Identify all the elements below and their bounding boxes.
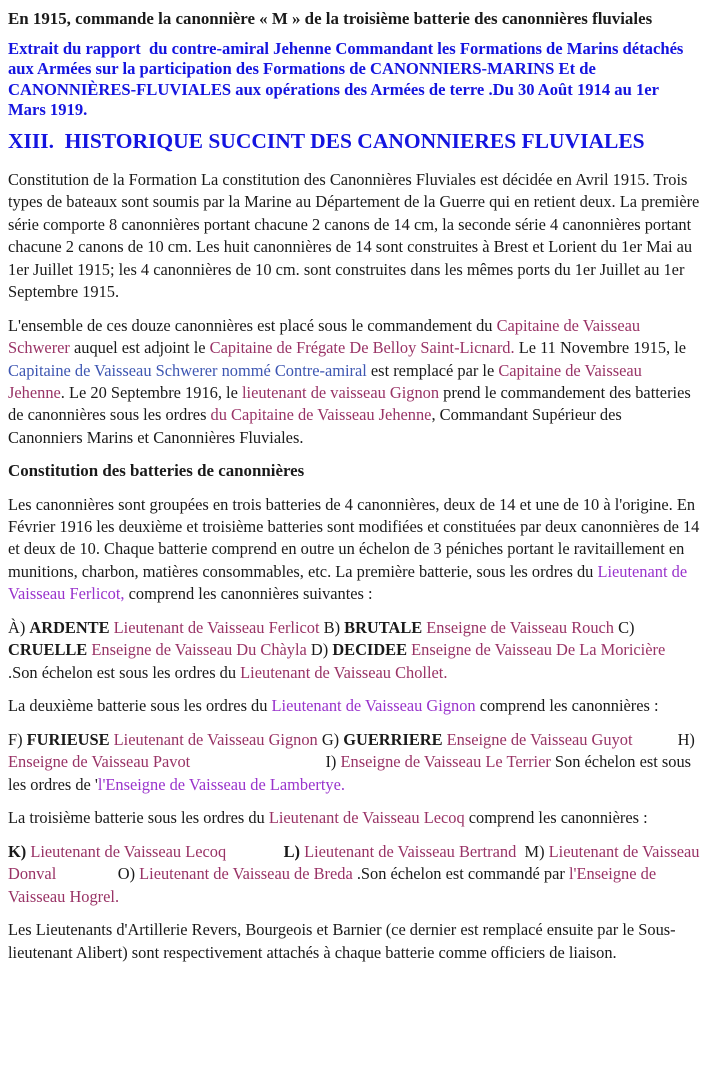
third-battery-intro xyxy=(8,807,700,829)
link-lv-ferlicot-purple[interactable]: Lieutenant de Vaisseau Ferlicot, xyxy=(8,561,691,604)
link-capitaine-schwerer[interactable]: Capitaine de Vaisseau Schwerer xyxy=(8,315,645,358)
text-run: En 1915, commande la canonnière « M » de la troisième batterie des canonnières fluviales xyxy=(8,9,653,28)
link-ev-de-la-moriciere[interactable]: Enseigne de Vaisseau De La Moricière xyxy=(411,640,666,660)
text-run: Les canonnières sont groupées en trois batteries de 4 canonnières, deux de 14 et une de 10 à l'origine. En Février 1916 les deuxième et troisième batteries sont modifiées et constituées par deux canonnières de 14 et deux de 10. Chaque batterie comprend en outre un échelon de 3 péniches portant le ravitaillement en munitions, charbon, matières consommables, etc. La première batterie, sous les ordres du xyxy=(8,494,704,581)
first-battery-list xyxy=(8,617,700,684)
text-run: O) xyxy=(56,864,140,884)
text-run: G) xyxy=(317,729,344,749)
text-run: La troisième batterie sous les ordres du xyxy=(8,808,269,828)
ship-name-guerriere: GUERRIERE xyxy=(343,729,443,749)
text-run: comprend les canonnières : xyxy=(475,696,659,716)
text-run: Les Lieutenants d'Artillerie Revers, Bourgeois et Barnier (ce dernier est remplacé ensuite par le Sous-lieutenant Alibert) sont respectivement attachés à chaque batterie comme officiers de liaison. xyxy=(8,920,676,962)
second-battery-intro xyxy=(8,695,700,717)
link-du-capitaine-jehenne[interactable]: du Capitaine de Vaisseau Jehenne xyxy=(210,405,432,425)
link-capitaine-jehenne[interactable]: Capitaine de Vaisseau Jehenne xyxy=(8,360,646,402)
text-run: B) xyxy=(319,617,345,637)
text-run: auquel est adjoint le xyxy=(69,338,210,358)
text-run: Son échelon est sous les ordres de ' xyxy=(8,752,696,794)
text-run: M) xyxy=(516,841,549,861)
text-run: À) xyxy=(8,617,30,637)
text-run: est remplacé par le xyxy=(366,360,499,380)
link-lv-lecoq-intro[interactable]: Lieutenant de Vaisseau Lecoq xyxy=(268,808,465,828)
text-run: , Commandant Supérieur des Canonniers Marins et Canonnières Fluviales. xyxy=(8,405,626,447)
link-lv-ferlicot[interactable]: Lieutenant de Vaisseau Ferlicot xyxy=(113,617,320,637)
report-extract xyxy=(8,39,700,120)
link-lv-gignon-2[interactable]: Lieutenant de Vaisseau Gignon xyxy=(113,729,318,749)
text-run: Constitution de la Formation La constitution des Canonnières Fluviales est décidée en Avril 1915. Trois types de bateaux sont soumis par la Marine au Département de la Guerre qui en retient deux. La première série comporte 8 canonnières portant chacune 2 canons de 14 cm, la seconde série 4 canonnières portant chacune 2 canons de 10 cm. Les huit canonnières de 14 sont construites à Brest et Lorient du 1er Mai au 1er Juillet 1915; les 4 canonnières de 10 cm. sont construites dans les mêmes ports du 1er Juillet au 1er Septembre 1915. xyxy=(8,169,704,302)
text-run: comprend les canonnières suivantes : xyxy=(124,584,373,604)
text-run: Extrait du rapport du contre-amiral Jehenne Commandant les Formations de Marins détachés aux Armées sur la participation des Formations de CANONNIERS-MARINS Et de CANONNIÈRES-FLUVIALES aux opérations des Armées de terre .Du 30 Août 1914 au 1er Mars 1919. xyxy=(8,39,688,119)
link-ev-du-chayla[interactable]: Enseigne de Vaisseau Du Chàyla xyxy=(91,640,307,660)
link-ev-rouch[interactable]: Enseigne de Vaisseau Rouch xyxy=(426,617,614,637)
text-run: F) xyxy=(8,729,27,749)
link-schwerer-contre-amiral[interactable]: Capitaine de Vaisseau Schwerer nommé Contre-amiral xyxy=(8,360,367,380)
command-history-paragraph xyxy=(8,315,700,450)
link-lv-lecoq[interactable]: Lieutenant de Vaisseau Lecoq xyxy=(30,841,227,861)
text-run: L'ensemble de ces douze canonnières est placé sous le commandement du xyxy=(8,315,497,335)
formation-constitution-paragraph xyxy=(8,169,704,304)
text-run: La deuxième batterie sous les ordres du xyxy=(8,696,272,716)
link-belloy-saint-licnard[interactable]: Capitaine de Frégate De Belloy Saint-Licnard. xyxy=(209,338,515,358)
second-battery-list xyxy=(8,729,700,796)
ship-name-decidee: DECIDEE xyxy=(332,640,408,660)
link-lv-gignon-purple[interactable]: Lieutenant de Vaisseau Gignon xyxy=(271,696,476,716)
batteries-heading xyxy=(8,460,700,481)
ship-name-cruelle: CRUELLE xyxy=(8,640,88,660)
link-ev-hogrel[interactable]: l'Enseigne de Vaisseau Hogrel. xyxy=(8,864,660,906)
link-ev-de-lambertye[interactable]: l'Enseigne de Vaisseau de Lambertye. xyxy=(97,774,345,794)
liaison-officers-paragraph xyxy=(8,919,700,964)
third-battery-list xyxy=(8,841,704,908)
link-lv-de-breda[interactable]: Lieutenant de Vaisseau de Breda xyxy=(139,864,353,884)
text-run: prend le commandement des batteries de canonnières sous les ordres xyxy=(8,383,695,425)
batteries-composition-paragraph xyxy=(8,494,704,606)
link-ev-le-terrier[interactable]: Enseigne de Vaisseau Le Terrier xyxy=(340,752,551,772)
ship-name-ardente: ARDENTE xyxy=(29,617,110,637)
text-run: D) xyxy=(306,640,333,660)
link-ev-pavot[interactable]: Enseigne de Vaisseau Pavot xyxy=(8,752,191,772)
link-lv-gignon[interactable]: lieutenant de vaisseau Gignon xyxy=(241,383,440,402)
item-letter-k: K) xyxy=(8,841,27,861)
text-run: I) xyxy=(190,752,341,772)
link-lv-bertrand[interactable]: Lieutenant de Vaisseau Bertrand xyxy=(304,841,517,861)
service-record-line xyxy=(8,8,700,29)
text-run: XIII. HISTORIQUE SUCCINT DES CANONNIERES FLUVIALES xyxy=(8,129,645,154)
text-run xyxy=(226,842,283,861)
ship-name-brutale: BRUTALE xyxy=(344,617,423,637)
link-ev-guyot[interactable]: Enseigne de Vaisseau Guyot xyxy=(446,729,633,749)
text-run: .Son échelon est sous les ordres du xyxy=(8,640,674,682)
text-run: comprend les canonnières : xyxy=(464,808,648,828)
link-lv-donval[interactable]: Lieutenant de Vaisseau Donval xyxy=(8,841,704,884)
text-run: .Son échelon est commandé par xyxy=(352,864,569,884)
text-run: H) xyxy=(632,729,699,749)
text-run: Constitution des batteries de canonnières xyxy=(8,461,305,481)
text-run: Le 11 Novembre 1915, le xyxy=(514,338,691,358)
item-letter-l: L) xyxy=(283,841,300,861)
section-heading xyxy=(8,129,700,154)
ship-name-furieuse: FURIEUSE xyxy=(26,729,110,749)
text-run: C) xyxy=(614,617,639,637)
link-lv-chollet[interactable]: Lieutenant de Vaisseau Chollet. xyxy=(240,662,448,682)
text-run: . Le 20 Septembre 1916, le xyxy=(60,383,242,402)
